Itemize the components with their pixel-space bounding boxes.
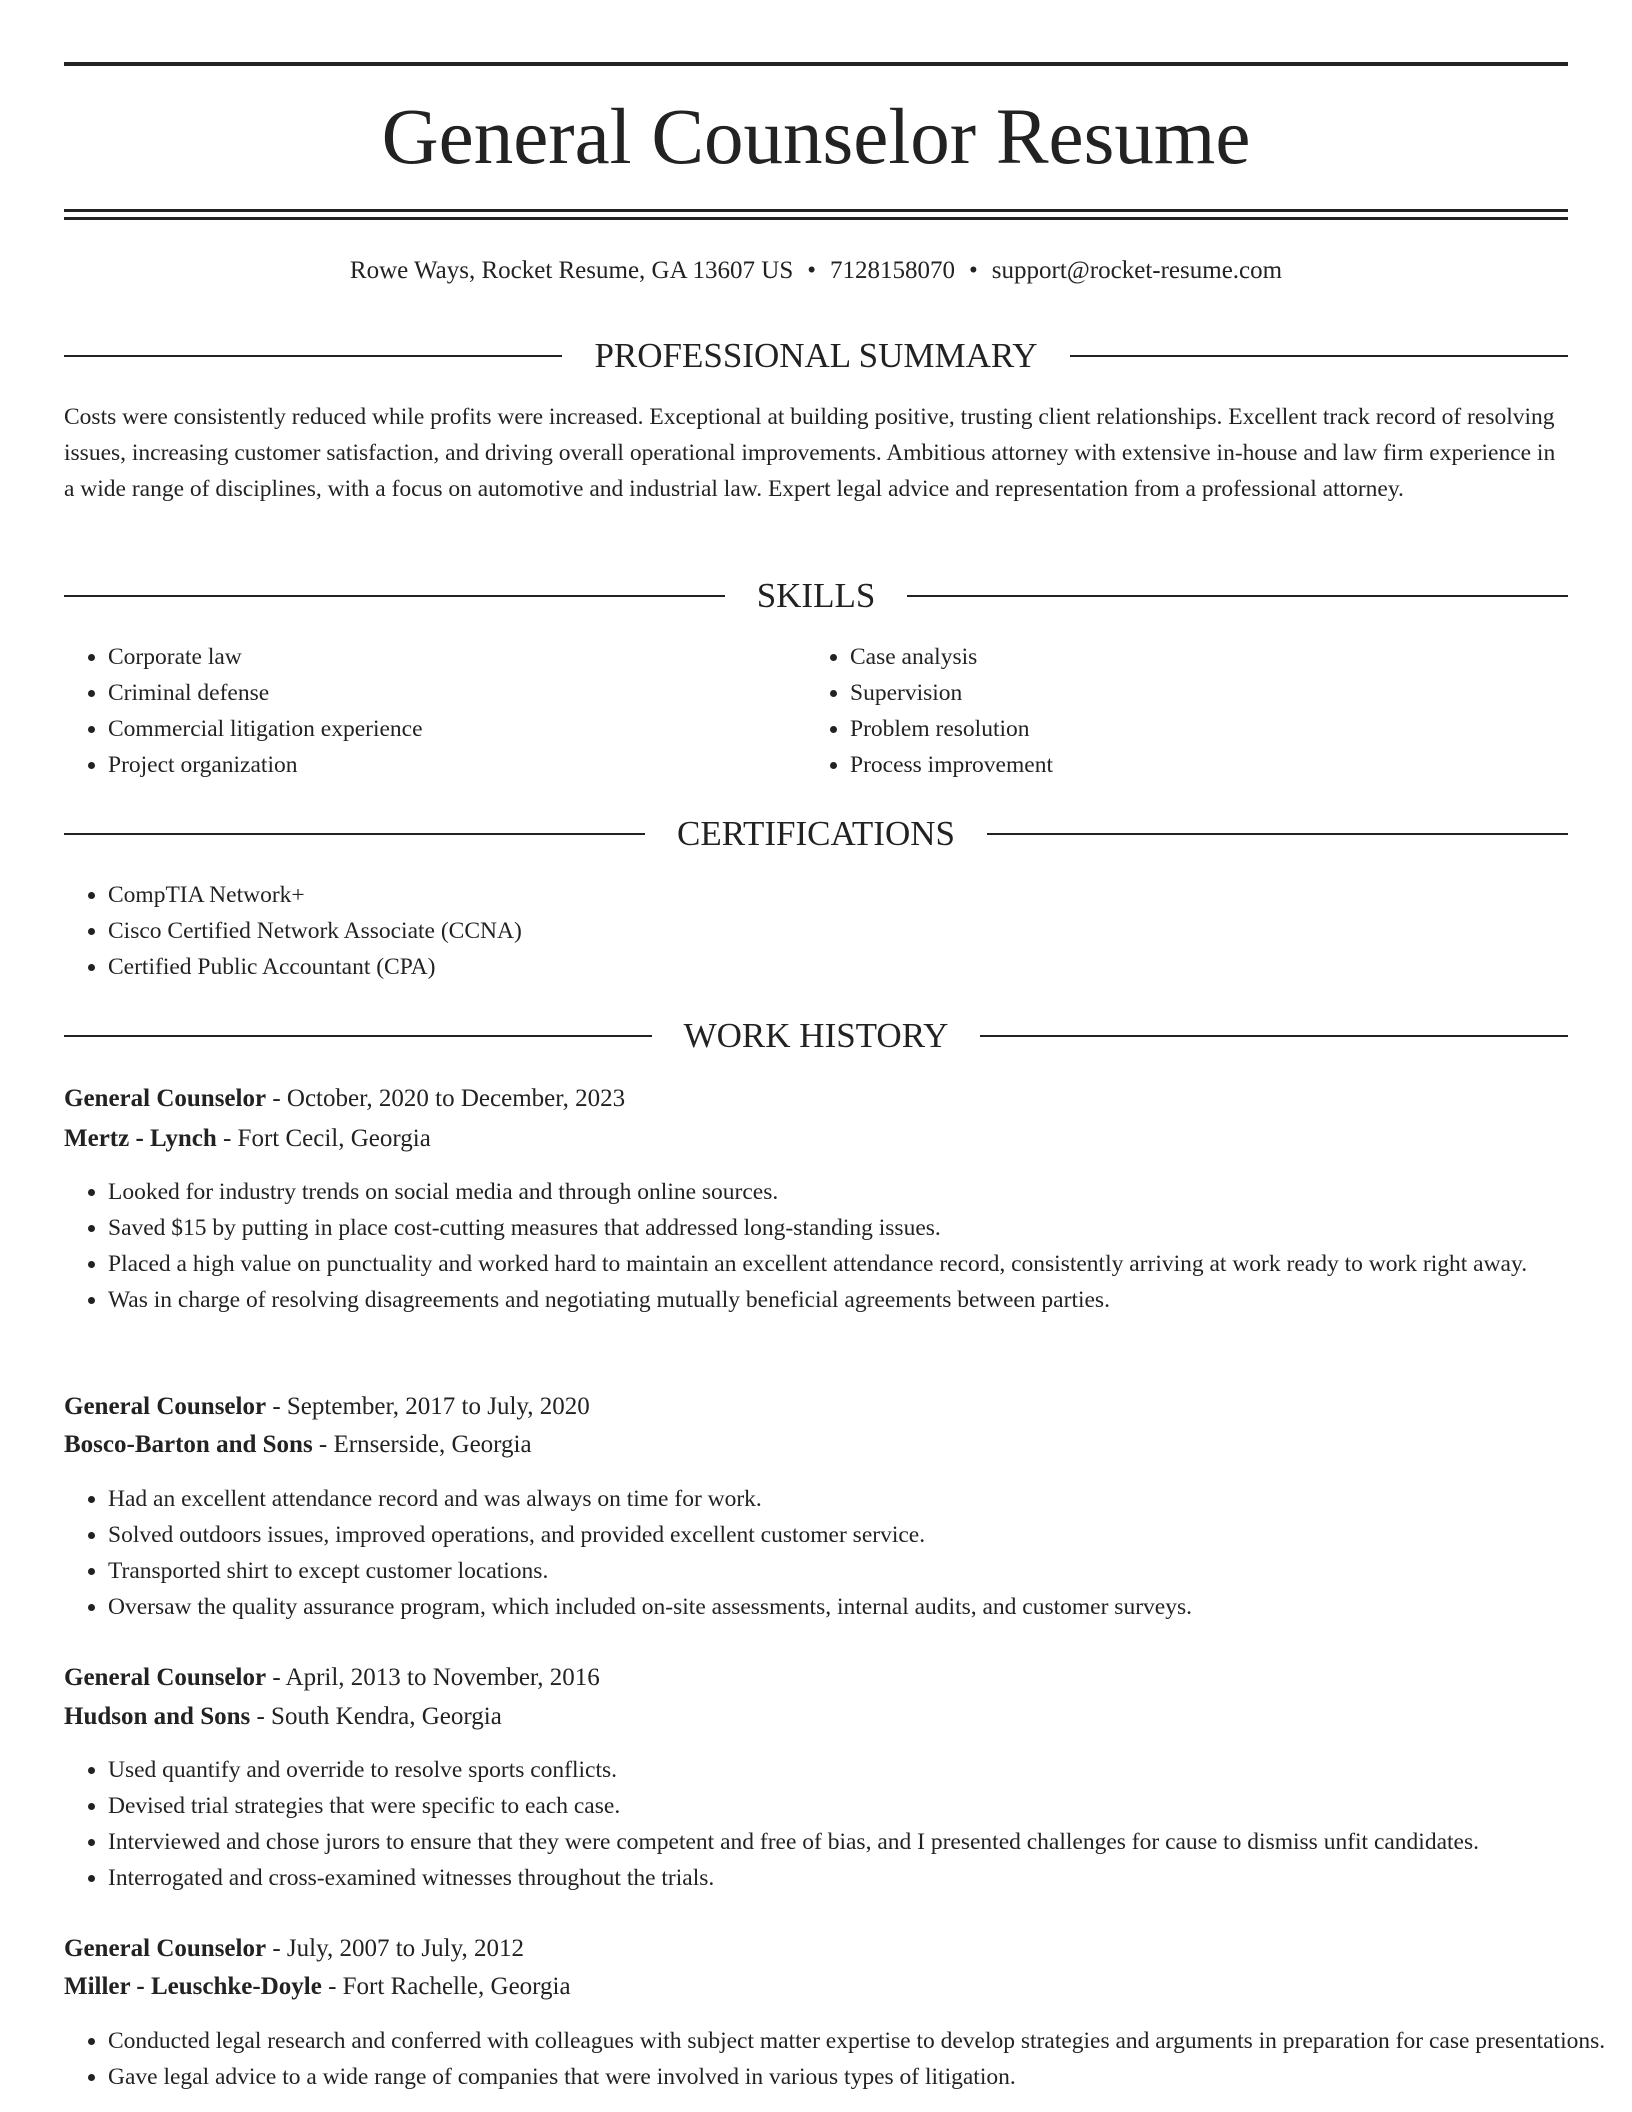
section-rule [64, 1035, 652, 1037]
work-history-section-header [64, 1016, 1568, 1056]
job-bullets [64, 1752, 1612, 1896]
job-bullet: • Interviewed and chose jurors to ensure that they were competent and free of bias, and I presented challenges for cause to dismiss unfit candidates. [108, 1824, 1612, 1860]
job-bullet: • Interrogated and cross-examined witnesses throughout the trials. [108, 1860, 1612, 1896]
certifications-section-header [64, 814, 1568, 854]
summary-text: Costs were consistently reduced while profits were increased. Exceptional at building positive, trusting client relationships. Excellent track record of resolving issues, increasing customer satisfaction, and driving overall operational improvements. Ambitious attorney with extensive in-house and law firm experience in a wide range of disciplines, with a focus on automotive and industrial law. Expert legal advice and representation from a professional attorney. [64, 404, 1556, 502]
job-company-line [64, 1969, 1568, 2005]
job-bullet: • Used quantify and override to resolve sports conflicts. [108, 1752, 1612, 1788]
job-bullet: • Gave legal advice to a wide range of companies that were involved in various types of litigation. [108, 2059, 1612, 2095]
job-title-line [64, 1931, 1568, 1967]
skill-item: • Problem resolution [850, 711, 1550, 747]
section-rule [907, 595, 1568, 597]
skill-item: • Project organization [108, 747, 808, 783]
job-dates: - April, 2013 to November, 2016 [266, 1664, 600, 1691]
job-title-line [64, 1389, 1568, 1425]
job-dates: - July, 2007 to July, 2012 [266, 1935, 524, 1962]
contact-line [64, 254, 1568, 288]
skills-section-header [64, 576, 1568, 616]
skill-item: • Corporate law [108, 639, 808, 675]
job-location: - Fort Rachelle, Georgia [321, 1973, 571, 2000]
job-bullets [64, 1174, 1612, 1318]
job-company: Miller - Leuschke-Doyle [64, 1973, 322, 2000]
certifications-heading: CERTIFICATIONS [677, 814, 955, 853]
job-company-line [64, 1427, 1568, 1463]
summary-heading: PROFESSIONAL SUMMARY [594, 336, 1038, 375]
job-bullet: • Had an excellent attendance record and was always on time for work. [108, 1481, 1612, 1517]
contact-email: support@rocket-resume.com [991, 257, 1283, 284]
skills-list-left [64, 639, 808, 783]
certification-item: • Cisco Certified Network Associate (CCNA) [108, 913, 1568, 949]
job-bullet: • Was in charge of resolving disagreements and negotiating mutually beneficial agreements between parties. [108, 1282, 1612, 1318]
job-company-line [64, 1699, 1568, 1735]
contact-phone: 7128158070 [830, 257, 956, 284]
section-rule [64, 595, 725, 597]
skill-item: • Process improvement [850, 747, 1550, 783]
job-bullet: • Devised trial strategies that were specific to each case. [108, 1788, 1612, 1824]
job-title: General Counselor [64, 1935, 267, 1962]
job-location: - Fort Cecil, Georgia [216, 1125, 431, 1152]
section-rule [64, 833, 645, 835]
work-history-heading: WORK HISTORY [683, 1016, 949, 1055]
skills-list-right [806, 639, 1550, 783]
job-bullets [64, 2023, 1612, 2095]
job-title-line [64, 1660, 1568, 1696]
job-company-line [64, 1121, 1568, 1157]
job-location: - Ernserside, Georgia [312, 1431, 532, 1458]
title-top-rule [64, 62, 1568, 66]
title-bottom-rule [64, 209, 1568, 212]
skill-item: • Criminal defense [108, 675, 808, 711]
job-location: - South Kendra, Georgia [250, 1703, 502, 1730]
job-bullet: • Conducted legal research and conferred with colleagues with subject matter expertise to develop strategies and arguments in preparation for case presentations. [108, 2023, 1612, 2059]
job-dates: - September, 2017 to July, 2020 [266, 1393, 590, 1420]
job-bullet: • Oversaw the quality assurance program, which included on-site assessments, internal audits, and customer surveys. [108, 1589, 1612, 1625]
job-bullets [64, 1481, 1612, 1625]
job-company: Hudson and Sons [64, 1703, 251, 1730]
certification-item: • Certified Public Accountant (CPA) [108, 949, 1568, 985]
job-bullet: • Solved outdoors issues, improved operations, and provided excellent customer service. [108, 1517, 1612, 1553]
job-bullet: • Looked for industry trends on social media and through online sources. [108, 1174, 1612, 1210]
section-rule [980, 1035, 1568, 1037]
resume-title: General Counselor Resume [381, 94, 1251, 181]
section-rule [64, 355, 562, 357]
job-bullet: • Saved $15 by putting in place cost-cutting measures that addressed long-standing issues. [108, 1210, 1612, 1246]
skill-item: • Commercial litigation experience [108, 711, 808, 747]
job-dates: - October, 2020 to December, 2023 [266, 1085, 626, 1112]
contact-separator: • [807, 257, 817, 284]
job-bullet: • Placed a high value on punctuality and worked hard to maintain an excellent attendance record, consistently arriving at work ready to work right away. [108, 1246, 1612, 1282]
summary-section-header [64, 336, 1568, 376]
section-rule [987, 833, 1568, 835]
title-bottom-rule-inner [64, 217, 1568, 220]
section-rule [1070, 355, 1568, 357]
job-company: Bosco-Barton and Sons [64, 1431, 313, 1458]
contact-address: Rowe Ways, Rocket Resume, GA 13607 US [349, 257, 794, 284]
job-bullet: • Transported shirt to except customer locations. [108, 1553, 1612, 1589]
job-title: General Counselor [64, 1085, 267, 1112]
job-title-line [64, 1081, 1568, 1117]
skill-item: • Supervision [850, 675, 1550, 711]
certification-item: • CompTIA Network+ [108, 877, 1568, 913]
job-title: General Counselor [64, 1393, 267, 1420]
certifications-list [64, 877, 1568, 985]
job-company: Mertz - Lynch [64, 1125, 217, 1152]
contact-separator: • [969, 257, 978, 284]
skills-heading: SKILLS [756, 576, 876, 615]
skill-item: • Case analysis [850, 639, 1550, 675]
job-title: General Counselor [64, 1664, 267, 1691]
